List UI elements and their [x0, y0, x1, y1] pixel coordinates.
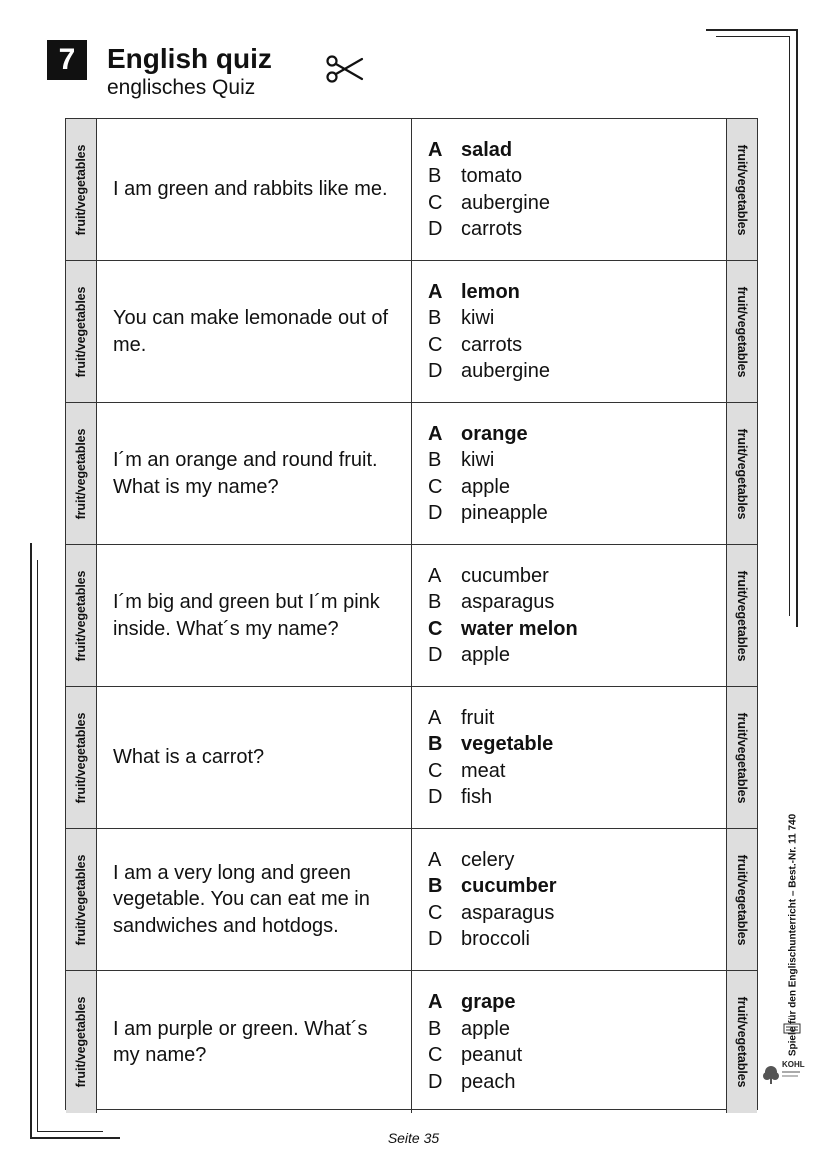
answer-letter: C	[428, 901, 443, 924]
question-label: I am a very long and green vegetable. You can eat me in sandwiches and hotdogs.	[113, 861, 370, 937]
question-label: You can make lemonade out of me.	[113, 307, 389, 356]
answer-list	[412, 971, 726, 1113]
publication-credit: Spiele für den Englischunterricht – Best.-Nr. 11 740	[787, 813, 799, 1057]
frame-top-right-h2	[716, 36, 789, 37]
answer-option-correct	[428, 873, 726, 900]
answer-letter: D	[428, 360, 443, 382]
answer-option	[428, 758, 726, 785]
answer-option	[428, 447, 726, 474]
answer-text: cucumber	[461, 564, 549, 587]
answer-letter: B	[428, 875, 443, 897]
answer-list	[412, 829, 726, 970]
question-text	[97, 687, 412, 828]
answer-option	[428, 900, 726, 927]
answer-text: broccoli	[461, 928, 530, 950]
answer-letter: B	[428, 591, 442, 613]
category-label-right	[726, 687, 757, 828]
category-text: fruit/vegetables	[74, 144, 88, 235]
answer-letter: C	[428, 759, 443, 782]
answer-option-correct	[428, 989, 726, 1016]
category-label-right	[726, 261, 757, 402]
scissors-icon	[324, 52, 364, 86]
answer-option	[428, 589, 726, 616]
category-label-right	[726, 971, 757, 1113]
answer-text: apple	[461, 644, 510, 666]
category-label-right	[726, 403, 757, 544]
exercise-number-badge: 7	[47, 40, 87, 80]
answer-letter: A	[428, 422, 443, 445]
category-label-right	[726, 829, 757, 970]
answer-option-correct	[428, 421, 726, 448]
question-label: I´m an orange and round fruit. What is my name?	[113, 449, 378, 498]
answer-text: peanut	[461, 1044, 523, 1066]
answer-list	[412, 545, 726, 686]
answer-text: cucumber	[461, 875, 557, 897]
answer-text: vegetable	[461, 733, 554, 755]
answer-option	[428, 563, 726, 590]
answer-letter: B	[428, 165, 442, 187]
category-label-left	[66, 119, 97, 260]
question-label: I am green and rabbits like me.	[113, 178, 388, 201]
answer-option	[428, 784, 726, 811]
answer-option	[428, 1069, 726, 1096]
quiz-card	[66, 403, 757, 545]
answer-text: tomato	[461, 165, 523, 187]
category-text: fruit/vegetables	[735, 996, 749, 1088]
answer-text: fruit	[461, 706, 495, 729]
answer-letter: D	[428, 644, 443, 666]
quiz-card	[66, 829, 757, 971]
answer-list	[412, 687, 726, 828]
answer-letter: A	[428, 706, 442, 729]
quiz-card	[66, 971, 757, 1113]
quiz-card-sheet	[65, 118, 758, 1110]
question-text	[97, 261, 412, 402]
category-text: fruit/vegetables	[74, 712, 88, 803]
quiz-card	[66, 687, 757, 829]
answer-text: fish	[461, 786, 493, 808]
answer-option	[428, 305, 726, 332]
page-number: Seite 35	[387, 1130, 440, 1146]
answer-option	[428, 847, 726, 874]
answer-text: peach	[461, 1070, 516, 1093]
answer-letter: C	[428, 191, 443, 214]
category-label-left	[66, 403, 97, 544]
answer-option	[428, 216, 726, 243]
answer-option-correct	[428, 616, 726, 643]
answer-letter: A	[428, 138, 443, 161]
answer-letter: A	[428, 280, 443, 303]
category-label-left	[66, 687, 97, 828]
category-text: fruit/vegetables	[735, 712, 749, 803]
answer-option	[428, 332, 726, 359]
question-text	[97, 829, 412, 970]
svg-text:KOHL: KOHL	[782, 1060, 805, 1069]
category-text: fruit/vegetables	[74, 570, 88, 661]
answer-letter: A	[428, 991, 443, 1013]
answer-letter: D	[428, 786, 443, 808]
category-text: fruit/vegetables	[735, 854, 749, 945]
answer-option	[428, 926, 726, 953]
question-text	[97, 119, 412, 260]
answer-option	[428, 1016, 726, 1043]
answer-letter: B	[428, 307, 442, 329]
answer-option-correct	[428, 731, 726, 758]
answer-text: meat	[461, 759, 506, 782]
answer-letter: B	[428, 733, 443, 755]
answer-letter: A	[428, 848, 442, 871]
answer-option	[428, 500, 726, 527]
category-text: fruit/vegetables	[735, 570, 749, 661]
answer-option	[428, 190, 726, 217]
publisher-logo	[762, 1020, 805, 1086]
answer-option	[428, 642, 726, 669]
page-subtitle: englisches Quiz	[107, 76, 256, 99]
answer-letter: C	[428, 1044, 443, 1066]
category-label-left	[66, 545, 97, 686]
answer-letter: C	[428, 333, 443, 356]
answer-text: carrots	[461, 333, 523, 356]
answer-letter: D	[428, 502, 443, 524]
frame-bottom-left-v2	[37, 560, 38, 1132]
answer-text: kiwi	[461, 449, 495, 471]
answer-text: aubergine	[461, 360, 550, 382]
category-text: fruit/vegetables	[735, 144, 749, 235]
answer-letter: B	[428, 449, 442, 471]
answer-letter: C	[428, 475, 443, 498]
category-text: fruit/vegetables	[74, 996, 88, 1088]
answer-letter: A	[428, 564, 442, 587]
answer-option-correct	[428, 137, 726, 164]
category-label-left	[66, 261, 97, 402]
category-text: fruit/vegetables	[74, 854, 88, 945]
category-label-left	[66, 829, 97, 970]
answer-text: apple	[461, 475, 510, 498]
answer-option	[428, 474, 726, 501]
answer-text: lemon	[461, 280, 520, 303]
answer-text: water melon	[461, 617, 578, 640]
answer-text: carrots	[461, 218, 523, 240]
answer-letter: D	[428, 928, 443, 950]
question-label: What is a carrot?	[113, 746, 265, 769]
page-title: English quiz	[107, 43, 272, 74]
question-text	[97, 545, 412, 686]
quiz-card	[66, 261, 757, 403]
category-text: fruit/vegetables	[735, 286, 749, 377]
frame-bottom-left-v1	[30, 543, 32, 1139]
question-label: I´m big and green but I´m pink inside. What´s my name?	[113, 591, 380, 640]
answer-text: grape	[461, 991, 516, 1013]
quiz-card	[66, 119, 757, 261]
answer-text: pineapple	[461, 502, 548, 524]
frame-top-right-h1	[706, 29, 797, 31]
answer-letter: D	[428, 1070, 443, 1093]
category-label-left	[66, 971, 97, 1113]
answer-option	[428, 358, 726, 385]
frame-top-right-v1	[796, 29, 798, 627]
category-text: fruit/vegetables	[74, 428, 88, 519]
question-text	[97, 971, 412, 1113]
answer-option-correct	[428, 279, 726, 306]
answer-option	[428, 163, 726, 190]
answer-option	[428, 1042, 726, 1069]
answer-letter: D	[428, 218, 443, 240]
answer-text: celery	[461, 848, 515, 871]
answer-text: apple	[461, 1017, 510, 1040]
answer-text: asparagus	[461, 591, 555, 613]
answer-letter: C	[428, 617, 443, 640]
category-label-right	[726, 119, 757, 260]
answer-option	[428, 705, 726, 732]
frame-top-right-v2	[789, 36, 790, 616]
question-text	[97, 403, 412, 544]
answer-list	[412, 403, 726, 544]
answer-text: asparagus	[461, 901, 555, 924]
answer-text: kiwi	[461, 307, 495, 329]
answer-text: orange	[461, 422, 528, 445]
answer-text: salad	[461, 138, 513, 161]
answer-list	[412, 119, 726, 260]
category-label-right	[726, 545, 757, 686]
category-text: fruit/vegetables	[74, 286, 88, 377]
answer-letter: B	[428, 1017, 442, 1040]
quiz-card	[66, 545, 757, 687]
answer-list	[412, 261, 726, 402]
category-text: fruit/vegetables	[735, 428, 749, 519]
answer-text: aubergine	[461, 191, 550, 214]
question-label: I am purple or green. What´s my name?	[113, 1017, 368, 1066]
